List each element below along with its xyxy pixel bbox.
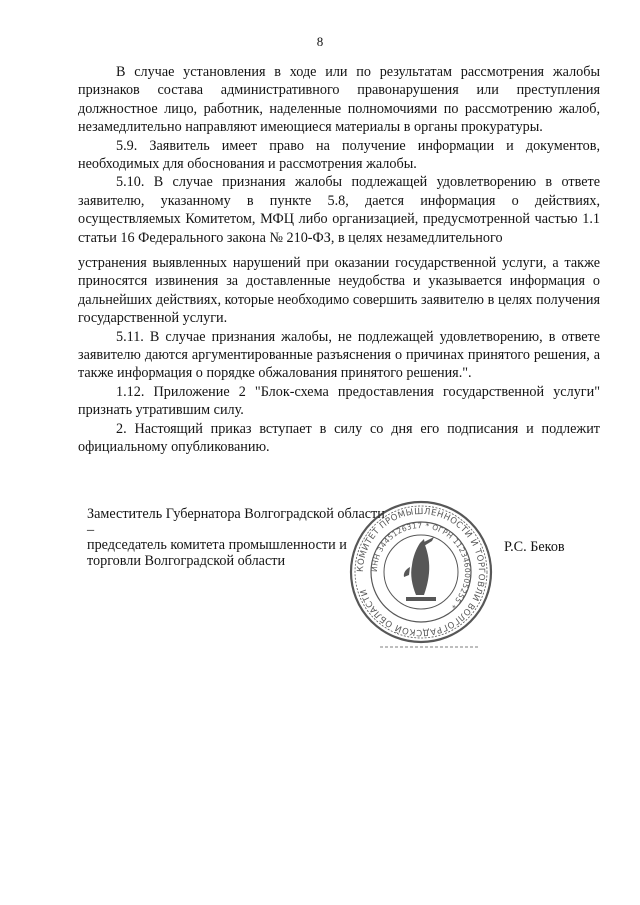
- signature-block: [87, 507, 387, 569]
- signer-title-line2: председатель комитета промышленности и: [87, 537, 347, 553]
- paragraph-1-12: 1.12. Приложение 2 "Блок-схема предоставления государственной услуги" признать утратившим силу.: [78, 383, 600, 419]
- seal-outer-text: КОМИТЕТ ПРОМЫШЛЕННОСТИ И ТОРГОВЛИ ВОЛГОГРАДСКОЙ ОБЛАСТИ: [355, 506, 487, 638]
- paragraph-5-11: 5.11. В случае признания жалобы, не подлежащей удовлетворению, в ответе заявителю даются аргументированные разъяснения о причинах принятого решения, а также информация о порядке обжалования принятого решения.".: [78, 328, 600, 382]
- official-seal-icon: [346, 497, 496, 647]
- signer-title-line1: Заместитель Губернатора Волгоградской области –: [87, 506, 385, 538]
- paragraph-prosecutor: В случае установления в ходе или по результатам рассмотрения жалобы признаков состава административного правонарушения или преступления должностное лицо, работник, наделенные полномочиями по рассмотрению жалоб, незамедлительно направляют имеющиеся материалы в органы прокуратуры.: [78, 64, 600, 136]
- page-number: 8: [316, 34, 324, 49]
- seal-emblem-icon: [404, 537, 436, 601]
- text-block-bottom: [78, 254, 600, 456]
- paragraph-5-10: 5.10. В случае признания жалобы подлежащей удовлетворению в ответе заявителю, указанному в пункте 5.8, дается информация о действиях, осуществляемых Комитетом, МФЦ либо организацией, предусмотренной частью 1.1 статьи 16 Федерального закона № 210-ФЗ, в целях незамедлительного: [78, 174, 600, 246]
- scan-artifact-line: [380, 646, 480, 648]
- paragraph-5-10-continued: устранения выявленных нарушений при оказании государственной услуги, а также приносятся извинения за доставленные неудобства и указывается информация о дальнейших действиях, которые необходимо совершить заявителю в целях получения государственной услуги.: [78, 255, 600, 327]
- signer-title-line3: торговли Волгоградской области: [87, 552, 286, 569]
- paragraph-5-9: 5.9. Заявитель имеет право на получение информации и документов, необходимых для обоснования и рассмотрения жалобы.: [78, 137, 600, 173]
- signer-name: Р.С. Беков: [504, 539, 565, 555]
- seal-inner-text: ИНН 3445126317 * ОГРН 1123460005255 *: [369, 520, 473, 611]
- paragraph-2-effective: 2. Настоящий приказ вступает в силу со дня его подписания и подлежит официальному опубликованию.: [78, 420, 600, 456]
- text-block-top: [78, 63, 600, 247]
